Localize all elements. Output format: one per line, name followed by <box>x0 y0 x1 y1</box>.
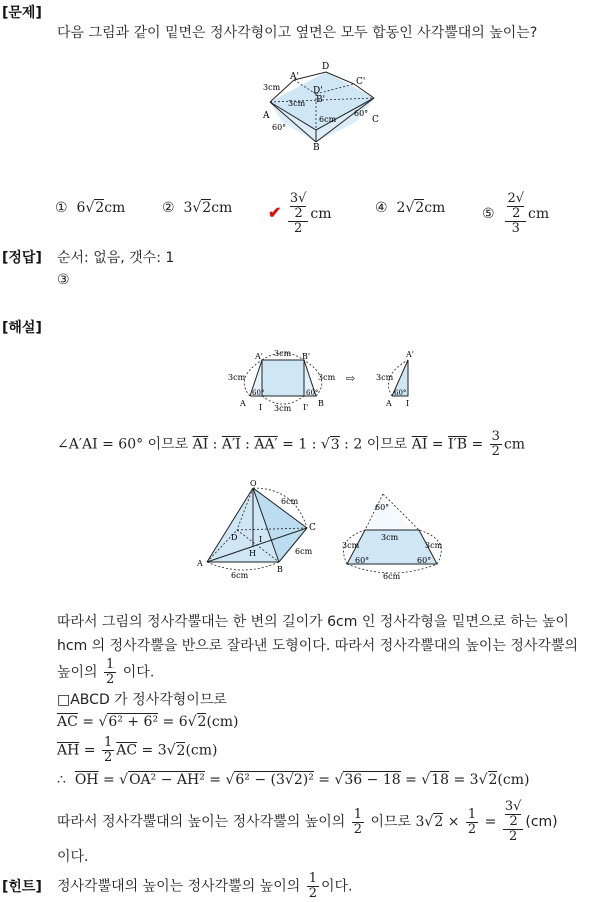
svg-text:3cm: 3cm <box>288 99 306 108</box>
svg-text:D: D <box>322 62 330 72</box>
svg-text:6cm: 6cm <box>319 115 337 124</box>
svg-text:60°: 60° <box>272 123 287 132</box>
svg-text:A': A' <box>290 72 299 82</box>
svg-text:I: I <box>259 535 263 544</box>
frustum-figure <box>258 60 388 152</box>
svg-text:C: C <box>372 115 379 125</box>
svg-text:C: C <box>309 523 316 533</box>
svg-text:D: D <box>231 533 238 542</box>
svg-text:I': I' <box>303 403 309 412</box>
svg-text:60°: 60° <box>394 389 407 397</box>
svg-text:60°: 60° <box>375 503 390 512</box>
svg-text:3cm: 3cm <box>274 349 292 358</box>
svg-text:6cm: 6cm <box>383 572 401 581</box>
svg-text:A: A <box>240 399 246 408</box>
svg-text:3cm: 3cm <box>228 373 246 382</box>
svg-text:A: A <box>386 399 392 408</box>
oh-line: ∴ $\overline{OH} = √OA^2 - AH^2 = √6^2 - (3√2)^2 = √36 - 18 = √18 = 3√2(cm)$ <box>57 772 530 788</box>
ac-line: $\overline{AC} = √6^2 + 6^2 = 6√2(cm)$ <box>57 714 239 730</box>
check-icon: ✔ <box>268 203 282 222</box>
svg-text:6cm: 6cm <box>295 547 313 556</box>
svg-text:3cm: 3cm <box>274 404 292 413</box>
svg-text:O: O <box>250 479 257 488</box>
problem-tag: [문제] <box>2 5 42 21</box>
paragraph-2: 따라서 정사각뿔대의 높이는 정사각뿔의 높이의 $\frac{1}{2}$ 이므로 3√2 × $\frac{1}{2}$ = 3√ 2 2 (cm) 이다. <box>57 799 558 865</box>
choice-3[interactable]: ✔ 3√ 2 2 cm <box>268 191 332 236</box>
answer-value: ③ <box>57 272 70 288</box>
svg-text:3cm: 3cm <box>425 541 443 550</box>
svg-text:3cm: 3cm <box>381 533 399 542</box>
svg-text:3cm: 3cm <box>342 541 360 550</box>
svg-text:⇨: ⇨ <box>346 372 356 385</box>
svg-text:I: I <box>259 403 263 412</box>
explanation-tag: [해설] <box>2 320 42 336</box>
para1-text: 따라서 그림의 정사각뿔대는 한 변의 길이가 6cm 인 정사각형을 밑면으로 하는 높이 hcm 의 정사각뿔을 반으로 잘라낸 도형이다. 따라서 정사각뿔대의 높이는 정사각뿔의 높이의 <box>57 614 578 681</box>
svg-text:A: A <box>197 559 203 568</box>
hint-line: 정사각뿔대의 높이는 정사각뿔의 높이의 $\frac{1}{2}$ 이다. <box>57 871 353 901</box>
svg-text:60°: 60° <box>252 389 265 397</box>
question-text: 다음 그림과 같이 밑면은 정사각형이고 옆면은 모두 합동인 사각뿔대의 높이는? <box>57 25 538 41</box>
svg-text:D': D' <box>313 86 323 96</box>
choice-2[interactable]: ② 3√2cm <box>162 200 233 216</box>
svg-text:A: A <box>263 111 270 121</box>
para2-text: 따라서 정사각뿔대의 높이는 정사각뿔의 높이의 <box>57 814 346 830</box>
choice-5[interactable]: ⑤ 2√ 2 3 cm <box>482 191 550 236</box>
svg-text:I: I <box>406 399 410 408</box>
answer-tag: [정답] <box>2 250 42 266</box>
svg-text:C': C' <box>356 77 366 87</box>
pyramid-figure <box>195 478 455 584</box>
svg-text:B': B' <box>316 95 326 105</box>
svg-text:B': B' <box>302 352 311 361</box>
para2-last: 이다. <box>57 849 89 865</box>
hint-text: 정사각뿔대의 높이는 정사각뿔의 높이의 <box>57 878 301 895</box>
para2-end: (cm) <box>525 814 558 830</box>
svg-text:3cm: 3cm <box>318 373 336 382</box>
para1-end: 이다. <box>122 664 155 681</box>
choice-4[interactable]: ④ 2√2cm <box>375 200 446 216</box>
svg-text:60°: 60° <box>354 109 369 118</box>
explanation-line1: ∠A′AI = 60° 이므로 $\overline{AI}$ : A′I : AA′ = 1 : √3 : 2 이므로 $\overline{AI} = I'B$ = $\frac{3}{2}$ cm <box>57 429 526 459</box>
hint-end: 이다. <box>321 878 353 895</box>
svg-text:6cm: 6cm <box>281 497 299 506</box>
svg-text:3cm: 3cm <box>376 373 394 382</box>
svg-text:H: H <box>249 549 256 558</box>
answer-meta: 순서: 없음, 갯수: 1 <box>57 250 175 266</box>
svg-text:60°: 60° <box>355 556 370 565</box>
svg-text:B: B <box>318 399 324 408</box>
trapezoid-figure <box>226 348 426 414</box>
paragraph-1: 따라서 그림의 정사각뿔대는 한 변의 길이가 6cm 인 정사각형을 밑면으로 하는 높이 hcm 의 정사각뿔을 반으로 잘라낸 도형이다. 따라서 정사각뿔대의 높이는 정사각뿔의 높이의 $\frac{1}{2}$ 이다. <box>57 614 578 687</box>
choice-1[interactable]: ① 6√2cm <box>55 200 126 216</box>
svg-text:60°: 60° <box>306 389 319 397</box>
ah-line: $\overline{AH}$ = $\frac{1}{2}$ $\overline{AC} = 3√2(cm)$ <box>57 735 218 765</box>
hint-tag: [힌트] <box>2 879 42 895</box>
svg-text:6cm: 6cm <box>231 571 249 580</box>
square-line: □ABCD 가 정사각형이므로 <box>57 692 227 708</box>
svg-text:B: B <box>277 565 283 574</box>
svg-text:60°: 60° <box>417 556 432 565</box>
svg-text:A': A' <box>255 352 263 361</box>
svg-text:A': A' <box>406 350 414 359</box>
svg-text:3cm: 3cm <box>263 83 281 92</box>
svg-text:B: B <box>313 143 320 152</box>
